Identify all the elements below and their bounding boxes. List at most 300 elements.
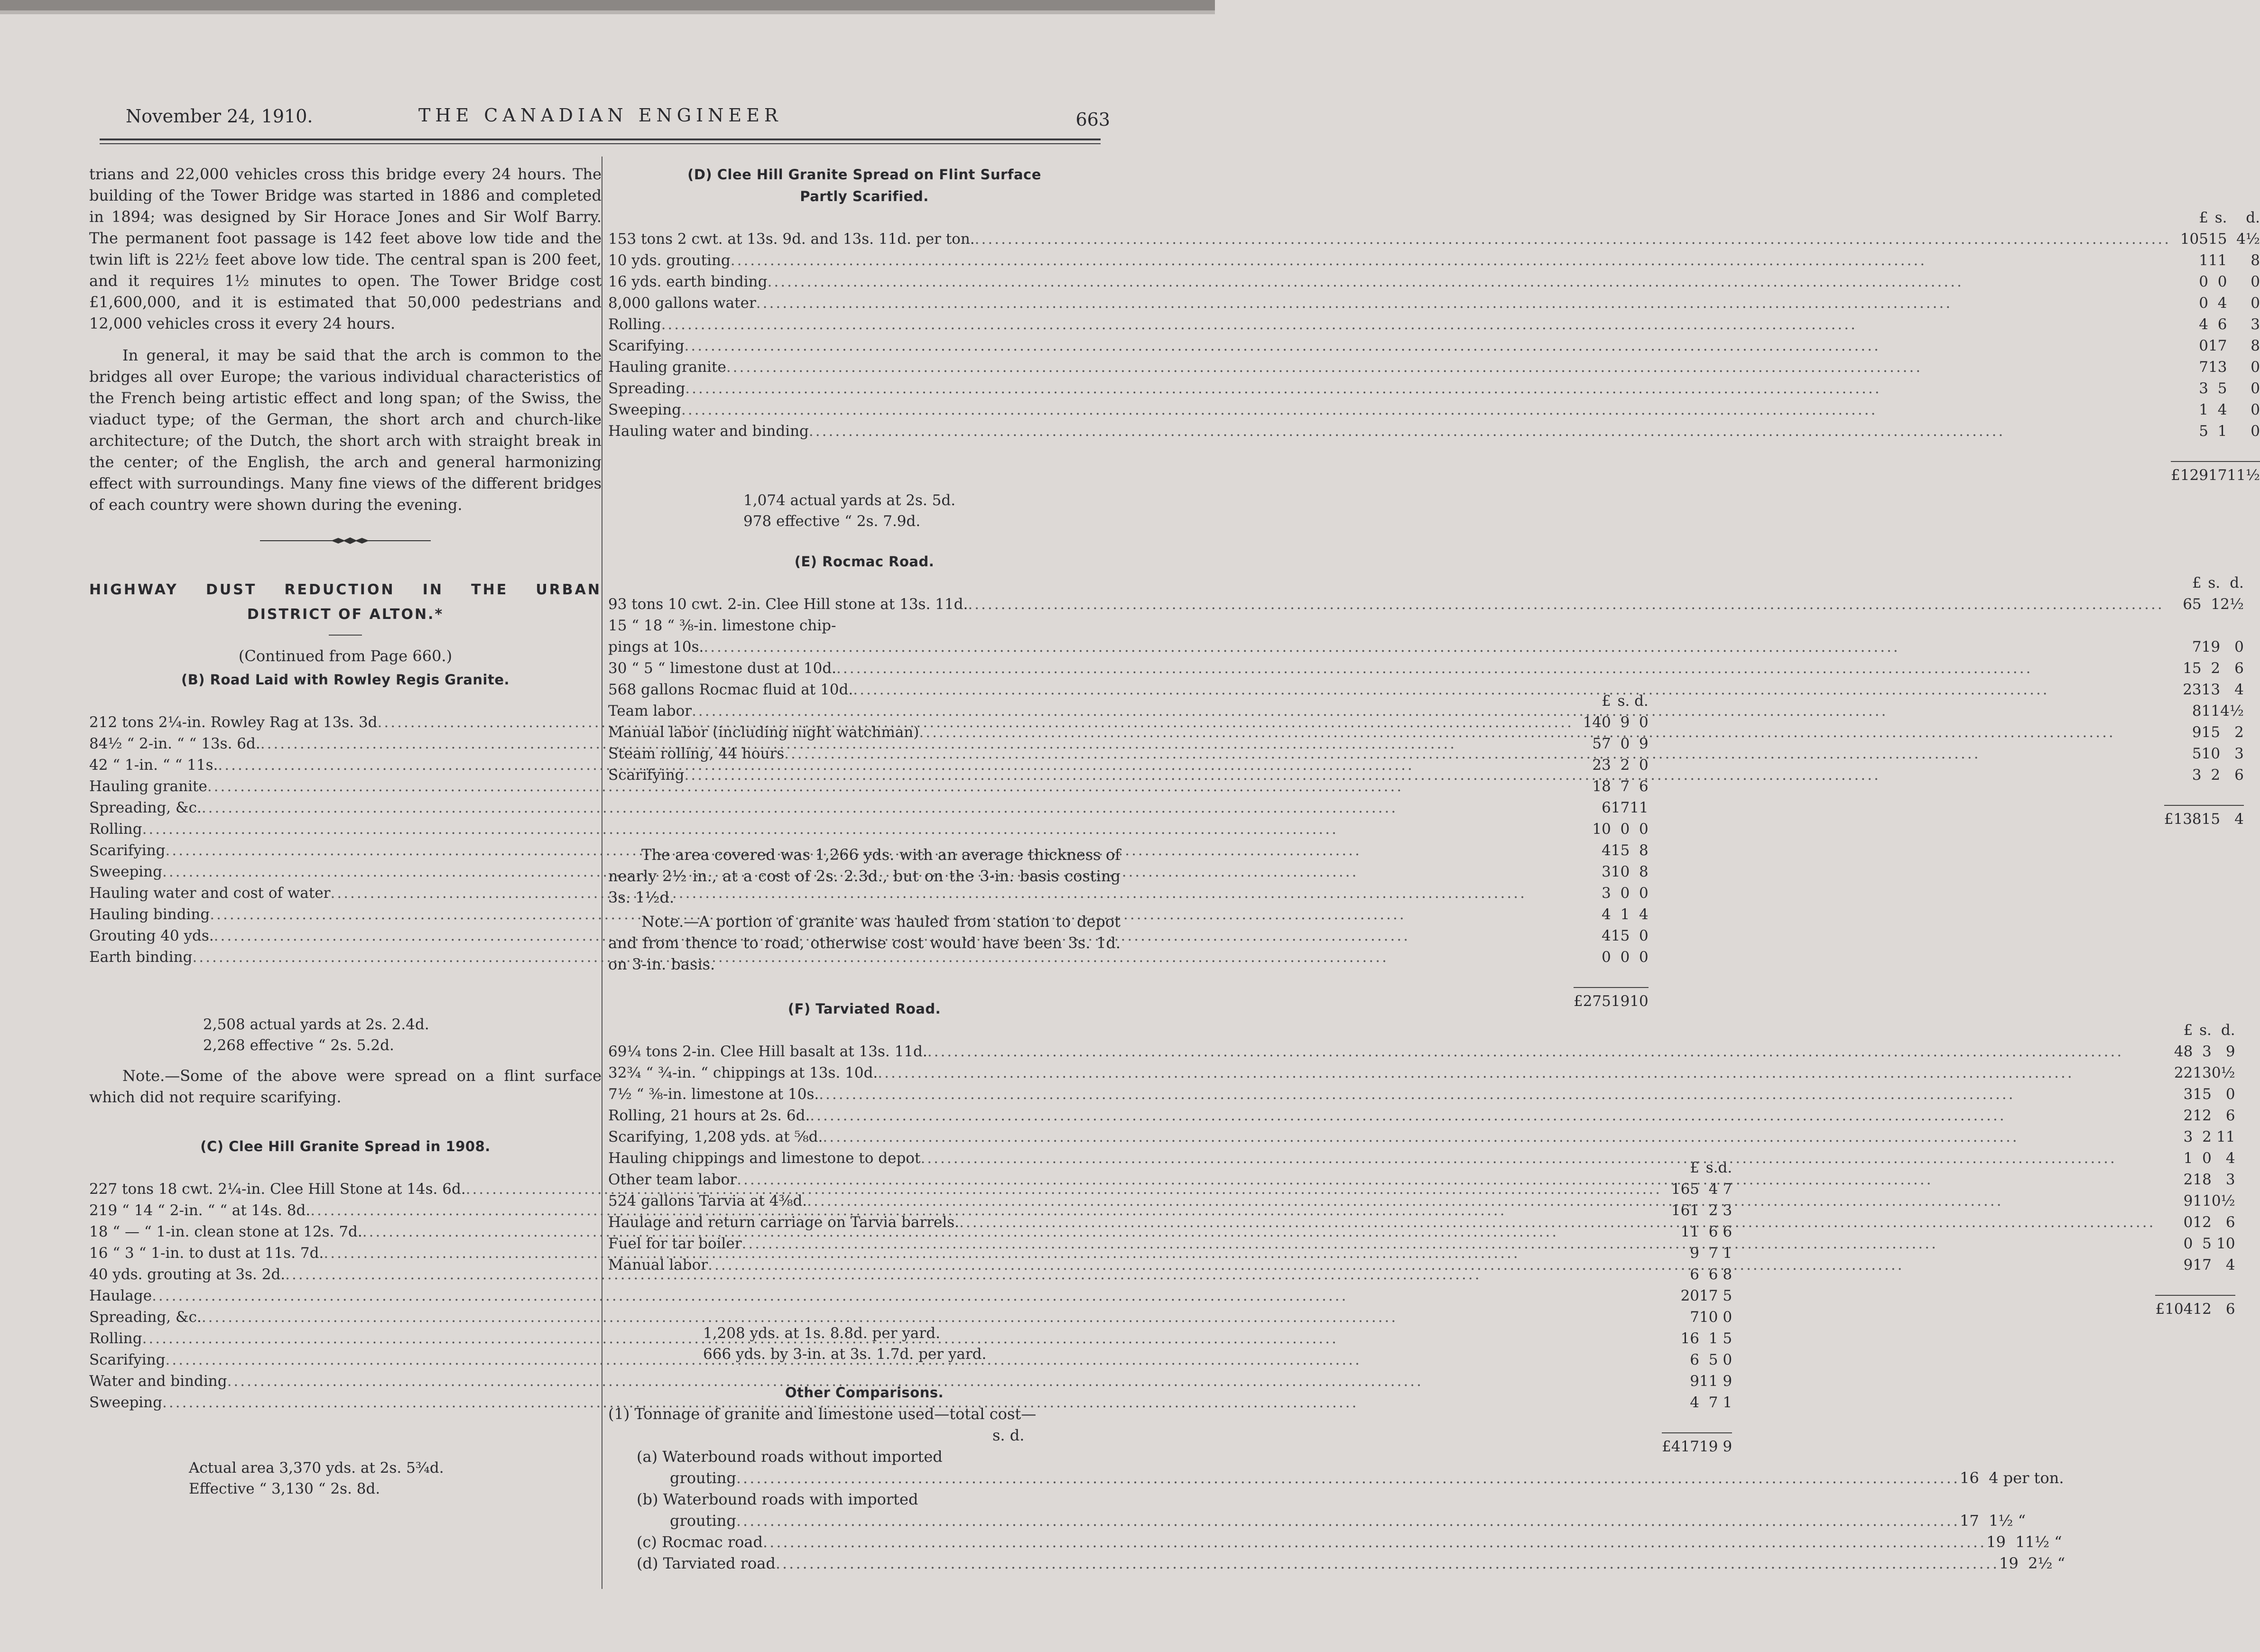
section-c-row-pence: 5 (1723, 1287, 1732, 1304)
page-number: 663 (1075, 109, 1110, 130)
section-e-row-dots (919, 722, 2164, 743)
section-d-row-dots (681, 399, 2171, 421)
section-f-row-shillings: 13 (2193, 1064, 2212, 1081)
section-b-row-shillings: 0 (1620, 885, 1630, 902)
section-f-row (608, 1169, 2235, 1191)
section-f-row-dots (959, 1212, 2155, 1233)
section-e-paragraph-2: Note.—A portion of granite was hauled from station to depot and from thence to road, otherwise cost would have been 3s. 1d. on 3-in. basis. (608, 913, 1121, 973)
bridge-paragraph-1: trians and 22,000 vehicles cross this bridge every 24 hours. The building of the Tower Bridge was started in 1886 and completed in 1894; was designed by Sir Horace Jones and Sir Wolf Barry. The permanent foot passage is 142 feet above low tide and the twin lift is 22½ feet above low tide. The central span is 200 feet, and it requires 1½ minutes to open. The Tower Bridge cost £1,600,000, and it is estimated that 50,000 pedestrians and 12,000 vehicles cross it every 24 hours. (89, 165, 602, 332)
comparison-label: (a) Waterbound roads without imported (637, 1448, 943, 1466)
bridge-paragraph-2: In general, it may be said that the arch is common to the bridges all over Europe; the various individual characteristics of the French being artistic effect and long span; of the Swiss, the viaduct type; of the German, the short arch and church-like architecture; of the Dutch, the short arch with straight break in the center; of the English, the arch and general harmonizing effect with surroundings. Many fine views of the different bridges of each country were shown during the evening. (89, 346, 602, 514)
section-e-row-pence: 4½ (2220, 702, 2244, 720)
section-d-row-shillings: 13 (2208, 359, 2227, 376)
section-f-row-pounds: 9 (2183, 1192, 2193, 1209)
section-d-row-label: Hauling water and binding (608, 423, 809, 440)
section-b-row-pounds: 3 (1602, 885, 1611, 902)
comparison-shillings: 17 (1960, 1512, 1979, 1530)
section-d-row (608, 314, 2260, 335)
section-b-row-label: 42 “ 1-in. “ “ 11s. (89, 757, 218, 774)
section-d-row-pence: 3 (2251, 316, 2260, 333)
section-b-col-s: s. (1617, 692, 1630, 710)
section-d-col-s: s. (2214, 209, 2227, 226)
header-rule-thick (100, 138, 1101, 140)
section-f-row-label-cell (608, 1084, 2155, 1105)
section-d-spacer-cell (608, 442, 2260, 461)
section-d-row-shillings: 17 (2208, 337, 2227, 354)
section-e-row-leader (608, 637, 2164, 658)
section-f-row-leader (608, 1191, 2155, 1212)
section-f-row-shillings: 17 (2193, 1256, 2212, 1274)
section-d-row-shillings: 4 (2217, 401, 2227, 418)
comparison-dots (776, 1553, 1999, 1574)
page-top-shadow (0, 10, 1215, 14)
section-c-row-pence: 3 (1723, 1202, 1732, 1219)
section-d-row-leader (608, 250, 2171, 271)
comparison-value (1960, 1510, 2078, 1532)
section-d-note-1: 1,074 actual yards at 2s. 5d. (743, 492, 956, 509)
section-d-row-pounds: 1 (2199, 252, 2208, 269)
section-d-spacer (608, 442, 2260, 461)
section-b-row-pounds: 4 (1602, 842, 1611, 859)
section-f-row-leader (608, 1126, 2155, 1148)
section-f-row-leader (608, 1062, 2155, 1084)
comparison-shillings: 16 (1960, 1469, 1979, 1487)
section-b-row-pence: 4 (1639, 906, 1649, 923)
section-b-row-pounds: 0 (1602, 949, 1611, 966)
section-d-row-label: Rolling (608, 316, 661, 333)
section-f-row-pounds: 48 (2174, 1043, 2193, 1060)
section-d-row-pence: 0 (2251, 295, 2260, 312)
section-b-row-pence: 0 (1639, 885, 1649, 902)
section-b-row-pence: 0 (1639, 714, 1649, 731)
section-c-row-label: Scarifying (89, 1351, 166, 1368)
section-f-row-pence: 4 (2225, 1256, 2235, 1274)
section-e-row-label-cell (608, 615, 2164, 637)
section-f-row-pence: 0½ (2211, 1064, 2235, 1081)
section-f-col-l: £ (2183, 1022, 2193, 1039)
section-c-row-pence: 5 (1723, 1330, 1732, 1347)
section-d-row (608, 293, 2260, 314)
section-b-row-shillings: 7 (1620, 778, 1630, 795)
section-b-row-label: 212 tons 2¼-in. Rowley Rag at 13s. 3d (89, 714, 378, 731)
title-rule (329, 635, 362, 636)
section-d-total-pence: 11½ (2227, 461, 2260, 486)
section-f-total-pence: 6 (2212, 1295, 2235, 1320)
section-f-row-label: Rolling, 21 hours at 2s. 6d. (608, 1107, 810, 1124)
section-e-row-label: 93 tons 10 cwt. 2-in. Clee Hill stone at 13s. 11d. (608, 596, 968, 613)
section-b-footnote: Note.—Some of the above were spread on a flint surface which did not require scarifying. (89, 1067, 602, 1106)
section-f-row-dots (823, 1126, 2155, 1148)
section-f-row-label: Hauling chippings and limestone to depot (608, 1150, 921, 1167)
comparison-label-cont: grouting (670, 1512, 736, 1530)
section-e-row-dots (704, 637, 2164, 658)
section-f-row-pence: 11 (2216, 1128, 2235, 1145)
section-f-row-shillings: 5 (2202, 1235, 2212, 1252)
section-d-row-pounds: 3 (2199, 380, 2208, 397)
section-d-row-pounds: 0 (2199, 337, 2208, 354)
section-c-total-pounds: £417 (1662, 1433, 1699, 1458)
section-e-row-pounds: 15 (2183, 660, 2202, 677)
comparison-item (608, 1446, 1121, 1467)
section-c-row-pounds: 161 (1671, 1202, 1700, 1219)
section-b-row-pence: 9 (1639, 735, 1649, 752)
section-e-row-label-cell (608, 594, 2164, 615)
section-c-row-label: 40 yds. grouting at 3s. 2d. (89, 1266, 286, 1283)
section-d-row-dots (768, 271, 2171, 293)
section-c-row-pence: 9 (1723, 1373, 1732, 1390)
section-e-total-pounds: £138 (2164, 805, 2202, 830)
section-c-row-shillings: 6 (1708, 1223, 1718, 1240)
section-d-row-label: 8,000 gallons water (608, 295, 756, 312)
section-f-row-label: Scarifying, 1,208 yds. at ⅝d. (608, 1128, 823, 1145)
section-b-row-shillings: 17 (1611, 799, 1630, 816)
section-d-row-dots (975, 229, 2171, 250)
section-b-col-d: d. (1634, 692, 1649, 710)
section-b-row-pence: 0 (1639, 949, 1649, 966)
section-f-row-leader (608, 1084, 2155, 1105)
section-f-row-pounds: 0 (2183, 1235, 2193, 1252)
comparison-value (1986, 1532, 2105, 1553)
section-f-row-label: Other team labor (608, 1171, 737, 1188)
section-c-row-label: 18 “ — “ 1-in. clean stone at 12s. 7d. (89, 1223, 362, 1240)
section-c-row-pence: 1 (1723, 1394, 1732, 1411)
section-e-row-label: Steam rolling, 44 hours (608, 745, 785, 762)
section-f-row-dots (742, 1233, 2156, 1255)
section-d-row-shillings: 0 (2217, 273, 2227, 290)
section-f-row-label-cell (608, 1233, 2155, 1255)
section-f-row-label: Manual labor (608, 1256, 708, 1274)
section-f-row-label-cell (608, 1191, 2155, 1212)
section-f-row-dots (819, 1084, 2155, 1105)
section-f-row-label: 7½ “ ⅜-in. limestone at 10s. (608, 1086, 819, 1103)
section-b-title: (B) Road Laid with Rowley Regis Granite. (181, 672, 510, 688)
section-f-row-leader (608, 1041, 2155, 1062)
section-b-row-pence: 8 (1639, 842, 1649, 859)
section-f-row-label: 32¾ “ ¾-in. “ chippings at 13s. 10d. (608, 1064, 878, 1081)
section-e-row-leader (608, 701, 2164, 722)
section-f-row (608, 1126, 2235, 1148)
comparison-label: (c) Rocmac road (637, 1533, 763, 1551)
section-b-row-label: Hauling granite (89, 778, 207, 795)
section-d-note-2: 978 effective “ 2s. 7.9d. (743, 513, 921, 530)
section-e-spacer-cell (608, 786, 2244, 805)
section-b-row-label: Sweeping (89, 863, 163, 880)
comparison-item (608, 1489, 1121, 1510)
section-d-row-shillings: 6 (2217, 316, 2227, 333)
section-d-row-pence: 0 (2251, 401, 2260, 418)
section-b-row-pounds: 4 (1602, 906, 1611, 923)
section-e-header-spacer (608, 572, 2164, 594)
section-d-row-leader (608, 335, 2171, 357)
section-d-row-label-cell (608, 378, 2171, 399)
section-f-row-pence: 9 (2225, 1043, 2235, 1060)
comparison-item-cont (608, 1510, 2026, 1532)
section-c-row-shillings: 2 (1708, 1202, 1718, 1219)
section-d-row (608, 229, 2260, 250)
section-f-row (608, 1255, 2235, 1276)
section-e-row-pence: 6 (2234, 660, 2244, 677)
section-e-header-row (608, 572, 2244, 594)
section-d-row-pence: 8 (2251, 252, 2260, 269)
section-f-row-label: 69¼ tons 2-in. Clee Hill basalt at 13s. 11d. (608, 1043, 927, 1060)
section-f-row-shillings: 12 (2193, 1107, 2212, 1124)
section-e-row-label: Team labor (608, 702, 692, 720)
section-f-row (608, 1041, 2235, 1062)
section-e-col-l: £ (2192, 574, 2202, 591)
section-b-row-pounds: 140 (1583, 714, 1611, 731)
section-b-row-label: Hauling water and cost of water (89, 885, 331, 902)
section-d-row-pence: 0 (2251, 273, 2260, 290)
section-d-row-pounds: 0 (2199, 273, 2208, 290)
comparison-dots (736, 1467, 1960, 1489)
section-c-row-pounds: 11 (1680, 1223, 1700, 1240)
section-f-row-dots (920, 1148, 2155, 1169)
comparison-pence: 11½ “ (2015, 1533, 2062, 1551)
section-d-row-label-cell (608, 335, 2171, 357)
section-d-row (608, 378, 2260, 399)
section-e-row-shillings: 13 (2201, 681, 2221, 698)
section-f-row-pence: 6 (2225, 1107, 2235, 1124)
section-c-row-pounds: 9 (1690, 1373, 1700, 1390)
section-f-row-pence: 6 (2225, 1214, 2235, 1231)
section-f-row (608, 1062, 2235, 1084)
section-f-title: (F) Tarviated Road. (787, 1001, 941, 1017)
section-c-row-pounds: 16 (1680, 1330, 1700, 1347)
section-b-row-pence: 0 (1639, 927, 1649, 944)
section-f-row-leader (608, 1105, 2155, 1126)
section-c-total-shillings: 19 (1699, 1433, 1718, 1458)
section-c-row-shillings: 7 (1708, 1245, 1718, 1262)
section-e-row-pence: 2½ (2220, 596, 2244, 613)
section-c-col-l: £ (1690, 1159, 1700, 1176)
section-b-row-pounds: 23 (1592, 757, 1611, 774)
section-e-col-d: d. (2230, 574, 2244, 591)
section-f-row-label: Fuel for tar boiler (608, 1235, 742, 1252)
comparison-pence: 1½ “ (1989, 1512, 2026, 1530)
section-e-row (608, 637, 2244, 658)
section-d-row-shillings: 1 (2217, 423, 2227, 440)
section-f-total-row (608, 1295, 2235, 1320)
section-f-row (608, 1148, 2235, 1169)
section-c-row-label: 227 tons 18 cwt. 2¼-in. Clee Hill Stone at 14s. 6d. (89, 1181, 466, 1198)
section-d-row-leader (608, 357, 2171, 378)
section-b-row-pounds: 57 (1592, 735, 1611, 752)
section-e-row-shillings: 2 (2211, 766, 2221, 784)
section-d-title-1: (D) Clee Hill Granite Spread on Flint Surface (687, 166, 1041, 183)
section-e-row-dots (784, 743, 2164, 765)
comparison-item (608, 1532, 2062, 1553)
section-b-row-shillings: 9 (1620, 714, 1630, 731)
section-e-row-leader (608, 722, 2164, 743)
section-b-row-label: Scarifying (89, 842, 166, 859)
section-d-col-l: £ (2199, 209, 2208, 226)
section-f-row-pounds: 2 (2183, 1171, 2193, 1188)
section-c-row-pounds: 6 (1690, 1266, 1700, 1283)
section-e-row-leader (608, 765, 2164, 786)
section-c-row-shillings: 5 (1708, 1351, 1718, 1368)
section-f-col-d: d. (2221, 1022, 2235, 1039)
section-b-row-shillings: 1 (1620, 906, 1630, 923)
section-c-row-shillings: 17 (1699, 1287, 1718, 1304)
section-f-row-pounds: 3 (2183, 1086, 2193, 1103)
section-f-spacer (608, 1276, 2235, 1295)
section-d-row-label-cell (608, 399, 2171, 421)
section-d-row-shillings: 5 (2217, 380, 2227, 397)
section-f-row-leader (608, 1148, 2155, 1169)
comparison-item-cont (608, 1467, 2064, 1489)
section-f-total-spacer (608, 1295, 2155, 1320)
section-c-row-shillings: 4 (1708, 1181, 1718, 1198)
section-d-row (608, 357, 2260, 378)
section-e-table (608, 572, 2244, 830)
section-f-note-2: 666 yds. by 3-in. at 3s. 1.7d. per yard. (703, 1346, 987, 1363)
section-d-row-label-cell (608, 229, 2171, 250)
section-b-row-pounds: 18 (1592, 778, 1611, 795)
section-b-row-shillings: 15 (1611, 927, 1630, 944)
section-d-row (608, 335, 2260, 357)
section-b-row-pounds: 6 (1602, 799, 1611, 816)
section-d-row-pounds: 0 (2199, 295, 2208, 312)
section-e-row-shillings: 11 (2201, 702, 2221, 720)
section-d-row-label: Spreading (608, 380, 685, 397)
section-e-row-pounds: 65 (2183, 596, 2202, 613)
section-e-row-dots (968, 594, 2164, 615)
section-c-row-pence: 0 (1723, 1309, 1732, 1326)
section-e-row-pence: 6 (2234, 766, 2244, 784)
section-e-paragraph-1: The area covered was 1,266 yds. with an average thickness of nearly 2½ in., at a cost of 2s. 2.3d., but on the 3-in. basis costing 3s. 1½d. (608, 846, 1121, 906)
section-c-row-label: Rolling (89, 1330, 142, 1347)
section-c-row-label: 219 “ 14 “ 2-in. “ “ at 14s. 8d. (89, 1202, 311, 1219)
section-e-row-pounds: 7 (2192, 638, 2202, 655)
section-b-total-pounds: £275 (1574, 988, 1611, 1012)
section-e-row (608, 658, 2244, 679)
section-c-row-pounds: 9 (1690, 1245, 1700, 1262)
comparison-label: (d) Tarviated road (637, 1554, 776, 1572)
header-rule-thin (100, 143, 1101, 144)
section-d-row (608, 271, 2260, 293)
comparison-dots (763, 1532, 1986, 1553)
section-d-row-label-cell (608, 357, 2171, 378)
section-e-row-label-cell (608, 679, 2164, 701)
section-f-row-dots (878, 1062, 2155, 1084)
section-d-row-label: 10 yds. grouting (608, 252, 731, 269)
section-f-row-leader (608, 1169, 2155, 1191)
section-f-row-shillings: 0 (2202, 1150, 2212, 1167)
section-d-row-leader (608, 399, 2171, 421)
section-e-row-shillings: 19 (2201, 638, 2221, 655)
section-f-table (608, 1020, 2235, 1320)
section-d-row-label: Sweeping (608, 401, 682, 418)
section-b-row-pounds: 3 (1602, 863, 1611, 880)
other-comparisons-title: Other Comparisons. (785, 1384, 944, 1401)
section-f-row-pounds: 1 (2183, 1150, 2193, 1167)
section-f-total-pounds: £104 (2155, 1295, 2193, 1320)
section-e-row-pounds: 23 (2183, 681, 2202, 698)
section-e-total-row (608, 805, 2244, 830)
section-d-header-row (608, 207, 2260, 229)
section-f-header-spacer (608, 1020, 2155, 1041)
comparison-item (608, 1553, 2065, 1574)
section-e-row-label-cell (608, 722, 2164, 743)
section-d-row-dots (809, 421, 2171, 442)
section-f-row (608, 1105, 2235, 1126)
section-e-row (608, 594, 2244, 615)
comparison-pence: 2½ “ (2028, 1554, 2065, 1572)
section-b-row-label: Spreading, &c. (89, 799, 202, 816)
section-c-row-pounds: 6 (1690, 1351, 1700, 1368)
section-e-row-shillings: 2 (2211, 660, 2221, 677)
section-d-row-shillings: 11 (2208, 252, 2227, 269)
section-e-row-pounds (2164, 615, 2202, 637)
section-b-row-pounds: 4 (1602, 927, 1611, 944)
section-d-row-label-cell (608, 293, 2171, 314)
section-f-row-shillings: 11 (2193, 1192, 2212, 1209)
section-d-table (608, 207, 2260, 486)
section-f-row-dots (927, 1041, 2156, 1062)
section-d-row-dots (685, 335, 2171, 357)
section-e-row-leader (608, 615, 2164, 637)
section-b-row-pence: 0 (1639, 757, 1649, 774)
section-e-row-label-cell (608, 637, 2164, 658)
section-b-total-pence: 10 (1630, 988, 1648, 1012)
section-b-row-label: Earth binding (89, 949, 193, 966)
section-c-total-pence: 9 (1718, 1433, 1732, 1458)
section-f-row-dots (708, 1255, 2155, 1276)
section-e-row-dots (692, 701, 2164, 722)
section-b-total-shillings: 19 (1611, 988, 1630, 1012)
section-d-row-pence: 0 (2251, 380, 2260, 397)
section-f-row-pounds: 0 (2183, 1214, 2193, 1231)
section-f-row-label-cell (608, 1041, 2155, 1062)
section-f-row-pence: 0 (2225, 1086, 2235, 1103)
comparison-value (1960, 1467, 2078, 1489)
section-d-row-label-cell (608, 250, 2171, 271)
section-f-row-shillings: 12 (2193, 1214, 2212, 1231)
section-f-row-label-cell (608, 1126, 2155, 1148)
journal-title: THE CANADIAN ENGINEER (418, 105, 783, 126)
section-d-total-pounds: £129 (2171, 461, 2208, 486)
section-d-row-pence: 0 (2251, 423, 2260, 440)
section-c-note-2: Effective “ 3,130 “ 2s. 8d. (189, 1480, 380, 1497)
section-f-row-shillings: 2 (2202, 1128, 2212, 1145)
section-c-row-pounds: 165 (1671, 1181, 1700, 1198)
section-d-header-spacer (608, 207, 2171, 229)
section-d-total-shillings: 17 (2208, 461, 2227, 486)
section-d-row-dots (756, 293, 2171, 314)
section-f-row-shillings: 15 (2193, 1086, 2212, 1103)
section-f-row-pence: 3 (2225, 1171, 2235, 1188)
section-e-row-shillings: 10 (2201, 745, 2221, 762)
section-b-row-label: Grouting 40 yds. (89, 927, 214, 944)
section-d-row-shillings: 4 (2217, 295, 2227, 312)
section-f-row-label-cell (608, 1212, 2155, 1233)
section-e-row-shillings: 15 (2201, 724, 2221, 741)
section-e-row-dots (836, 658, 2164, 679)
section-e-row (608, 615, 2244, 637)
section-c-row-pence: 8 (1723, 1266, 1732, 1283)
section-b-row-shillings: 10 (1611, 863, 1630, 880)
section-e-row (608, 701, 2244, 722)
comparison-pence: 4 per ton. (1989, 1469, 2064, 1487)
comparison-value (1999, 1553, 2118, 1574)
section-f-row (608, 1233, 2235, 1255)
section-d-title-2: Partly Scarified. (800, 188, 929, 204)
section-d-row-dots (726, 357, 2171, 378)
section-e-row (608, 765, 2244, 786)
section-e-col-s: s. (2208, 574, 2221, 591)
other-comparisons-intro: (1) Tonnage of granite and limestone used—total cost— (608, 1405, 1037, 1423)
section-d-row-dots (661, 314, 2171, 335)
